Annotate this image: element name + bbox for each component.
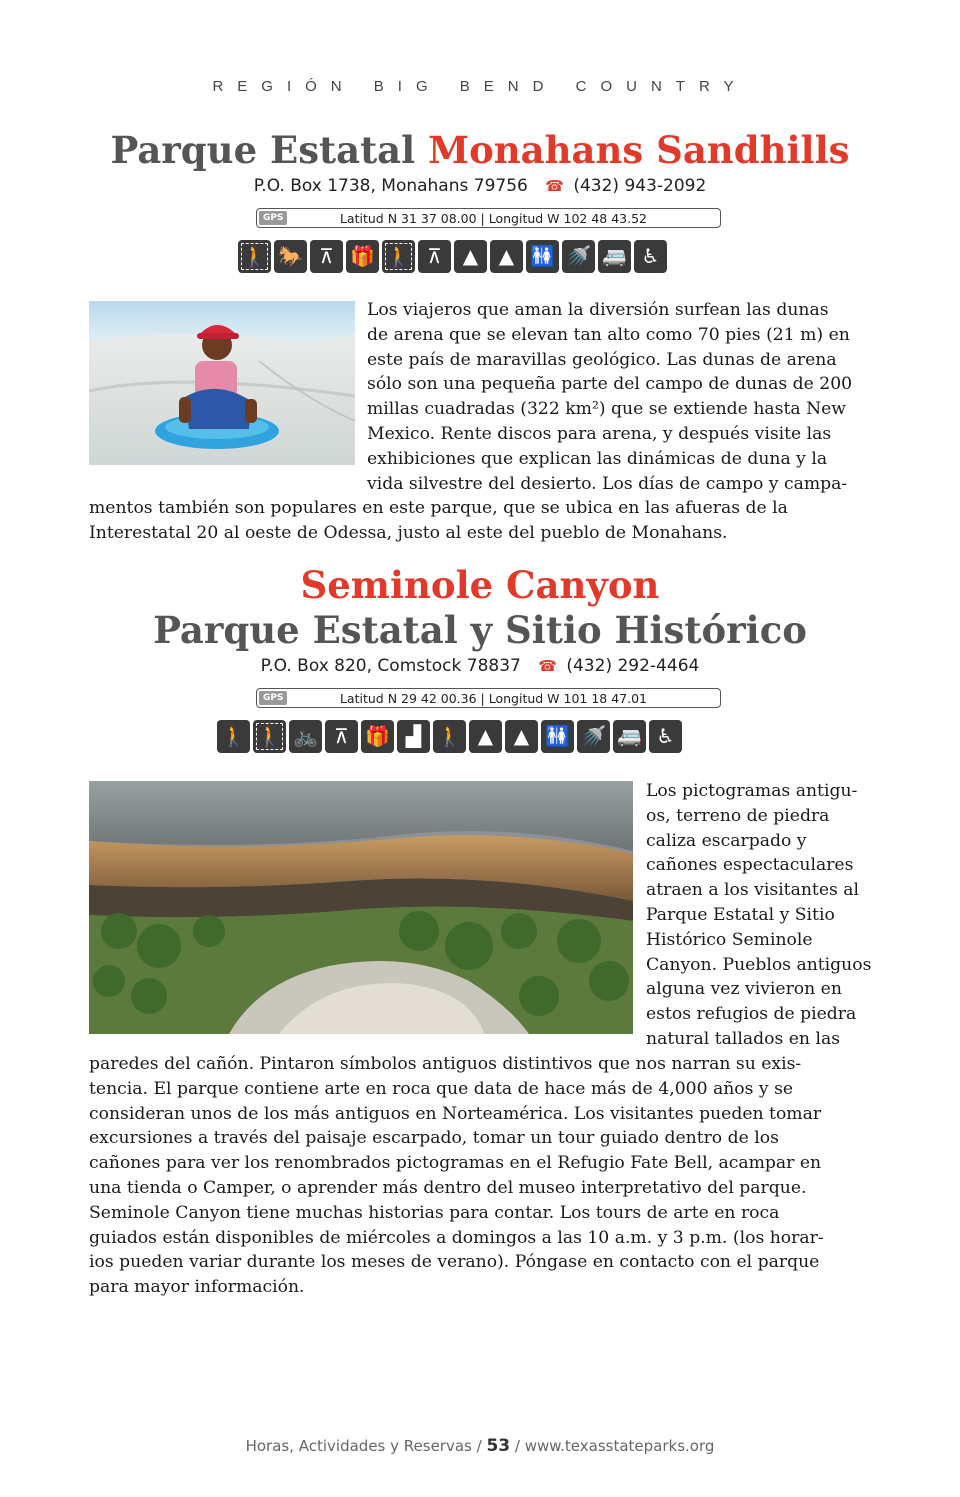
- page-footer: [0, 1436, 960, 1456]
- accessible-icon: ♿: [634, 240, 667, 273]
- park2-body-line: caliza escarpado y: [646, 830, 807, 851]
- footer-left: Horas, Actividades y Reservas /: [245, 1437, 482, 1455]
- park2-body-line: consideran unos de los más antiguos en Norteamérica. Los visitantes pueden tomar: [89, 1103, 822, 1124]
- park2-body-line: excursiones a través del paisaje escarpado, tomar un tour guiado dentro de los: [89, 1128, 779, 1149]
- mountain-biking-icon: 🚲: [289, 720, 322, 753]
- park2-body-line: natural tallados en las: [646, 1028, 841, 1049]
- park1-body-line: Mexico. Rente discos para arena, y después visite las: [367, 423, 832, 444]
- park1-body-full: [89, 496, 889, 546]
- park2-address: P.O. Box 820, Comstock 78837: [260, 656, 521, 676]
- park2-phone: (432) 292-4464: [566, 656, 700, 676]
- gift-shop-icon: 🎁: [361, 720, 394, 753]
- park1-body-line: millas cuadradas (322 km²) que se extiende hasta New: [367, 399, 846, 420]
- water-campsite-icon: ▲: [490, 240, 523, 273]
- phone-icon: ☎: [538, 657, 557, 675]
- park1-amenity-icons: [238, 240, 667, 273]
- tent-camping-icon: ▲: [469, 720, 502, 753]
- park1-body-line: Los viajeros que aman la diversión surfean las dunas: [367, 300, 829, 320]
- group-picnic-icon: ⊼: [418, 240, 451, 273]
- nature-trail-icon: 🚶: [382, 240, 415, 273]
- park2-body-line: guiados están disponibles de miércoles a domingos a las 10 a.m. y 3 p.m. (los horar-: [89, 1227, 824, 1248]
- exhibit-icon: ▟: [397, 720, 430, 753]
- footer-url[interactable]: / www.texasstateparks.org: [514, 1437, 715, 1455]
- park1-body-line: mentos también son populares en este parque, que se ubica en las afueras de la: [89, 498, 788, 518]
- park1-body-line: vida silvestre del desierto. Los días de campo y campa-: [367, 473, 848, 494]
- park1-photo-sand-sledding: [89, 301, 355, 465]
- park1-gps-coords: Latitud N 31 37 08.00 | Longitud W 102 48 43.52: [339, 211, 648, 226]
- park1-title-gray: Parque Estatal: [110, 128, 416, 172]
- park1-body-side: [367, 298, 887, 496]
- park2-body-line: estos refugios de piedra: [646, 1004, 857, 1025]
- accessible-icon: ♿: [649, 720, 682, 753]
- gift-shop-icon: 🎁: [346, 240, 379, 273]
- park1-title: [0, 128, 960, 172]
- hiking-trail-icon: 🚶: [238, 240, 271, 273]
- park2-body-line: Parque Estatal y Sitio: [646, 904, 835, 925]
- park2-body-line: para mayor información.: [89, 1277, 305, 1298]
- park1-body-line: sólo son una pequeña parte del campo de dunas de 200: [367, 374, 853, 395]
- park1-gps-box: [256, 208, 721, 228]
- park2-body-line: ios pueden variar durante los meses de verano). Póngase en contacto con el parque: [89, 1252, 820, 1273]
- hiking-icon: 🚶: [217, 720, 250, 753]
- park1-title-red: Monahans Sandhills: [428, 128, 850, 172]
- park2-title-red: Seminole Canyon: [300, 563, 660, 607]
- tent-camping-icon: ▲: [454, 240, 487, 273]
- park2-gps-box: [256, 688, 721, 708]
- gps-tag: GPS: [259, 691, 287, 705]
- nature-trail-icon: 🚶: [253, 720, 286, 753]
- park2-body-line: tencia. El parque contiene arte en roca que data de hace más de 4,000 años y se: [89, 1078, 794, 1099]
- picnic-table-icon: ⊼: [310, 240, 343, 273]
- park1-body-line: este país de maravillas geológico. Las dunas de arena: [367, 349, 837, 370]
- park2-body-line: Canyon. Pueblos antiguos: [646, 954, 872, 975]
- park2-gps-coords: Latitud N 29 42 00.36 | Longitud W 101 18 47.01: [339, 691, 648, 706]
- park2-body-full: [89, 1052, 909, 1300]
- park2-title-gray: Parque Estatal y Sitio Histórico: [153, 608, 807, 652]
- park2-body-line: Histórico Seminole: [646, 929, 813, 950]
- picnic-table-icon: ⊼: [325, 720, 358, 753]
- horseback-riding-icon: 🐎: [274, 240, 307, 273]
- park2-body-line: una tienda o Camper, o aprender más dentro del museo interpretativo del parque.: [89, 1177, 807, 1198]
- park2-address-line: [0, 656, 960, 676]
- page-number: 53: [486, 1436, 511, 1456]
- water-campsite-icon: ▲: [505, 720, 538, 753]
- gps-tag: GPS: [259, 211, 287, 225]
- park1-phone: (432) 943-2092: [573, 176, 707, 196]
- region-header: REGIÓN BIG BEND COUNTRY: [212, 78, 748, 95]
- park2-body-line: Seminole Canyon tiene muchas historias para contar. Los tours de arte en roca: [89, 1202, 780, 1223]
- restrooms-icon: 🚻: [541, 720, 574, 753]
- park1-body-line: Interestatal 20 al oeste de Odessa, justo al este del pueblo de Monahans.: [89, 522, 728, 543]
- park1-address: P.O. Box 1738, Monahans 79756: [253, 176, 528, 196]
- park2-body-line: atraen a los visitantes al: [646, 880, 860, 901]
- restrooms-icon: 🚻: [526, 240, 559, 273]
- park2-body-line: paredes del cañón. Pintaron símbolos antiguos distintivos que nos narran su exis-: [89, 1054, 802, 1074]
- park2-amenity-icons: [217, 720, 682, 753]
- phone-icon: ☎: [545, 177, 564, 195]
- showers-icon: 🚿: [577, 720, 610, 753]
- park2-body-side: [646, 779, 946, 1052]
- interpretive-trail-icon: 🚶: [433, 720, 466, 753]
- park1-body-line: exhibiciones que explican las dinámicas de duna y la: [367, 448, 828, 469]
- park2-body-line: os, terreno de piedra: [646, 805, 830, 826]
- rv-dump-station-icon: 🚐: [613, 720, 646, 753]
- park2-body-line: alguna vez vivieron en: [646, 979, 842, 1000]
- park1-address-line: [0, 176, 960, 196]
- showers-icon: 🚿: [562, 240, 595, 273]
- park1-body-line: de arena que se elevan tan alto como 70 pies (21 m) en: [367, 324, 850, 345]
- park2-body-line: Los pictogramas antigu-: [646, 781, 858, 801]
- rv-dump-station-icon: 🚐: [598, 240, 631, 273]
- park2-photo-canyon: [89, 781, 633, 1034]
- park2-body-line: cañones para ver los renombrados pictogramas en el Refugio Fate Bell, acampar en: [89, 1153, 822, 1174]
- park2-body-line: cañones espectaculares: [646, 855, 854, 876]
